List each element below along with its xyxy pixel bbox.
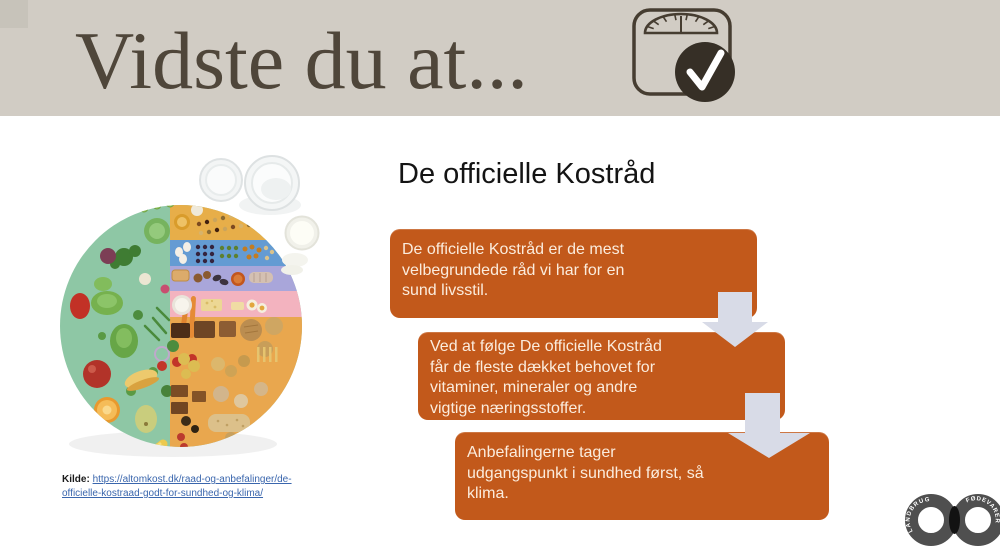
landbrug-foedevarer-logo (898, 492, 1000, 550)
step-3-text: Anbefalingerne tager udgangspunkt i sundhed først, så klima. (467, 444, 704, 502)
source-link[interactable]: https://altomkost.dk/raad-og-anbefalinger/de-officielle-kostraad-godt-for-sundhed-og-klima/ (62, 474, 292, 499)
step-box-3 (455, 432, 829, 520)
slide-title: Vidste du at... (75, 15, 528, 106)
step-box-2 (418, 332, 785, 420)
milk-glass (281, 217, 319, 276)
logo-right-text: FØDEVARER (965, 496, 1000, 524)
weight-scale-checkmark-icon (628, 4, 740, 104)
step-2-text: Ved at følge De officielle Kostråd får de fleste dækket behovet for vitaminer, mineraler og andre vigtige næringsstoffer. (430, 338, 662, 417)
food-plate-illustration (45, 148, 327, 464)
source-line (62, 473, 316, 501)
step-1-text: De officielle Kostråd er de mest velbegrundede råd vi har for en sund livsstil. (402, 241, 625, 299)
corner-accent-square (0, 0, 28, 28)
source-label: Kilde: (62, 474, 90, 485)
check-circle (675, 42, 735, 102)
step-box-1 (390, 229, 757, 318)
header-band (0, 0, 1000, 116)
logo-left-text: LANDBRUG (905, 497, 931, 534)
content-heading: De officielle Kostråd (398, 158, 656, 190)
water-glasses (200, 156, 301, 215)
